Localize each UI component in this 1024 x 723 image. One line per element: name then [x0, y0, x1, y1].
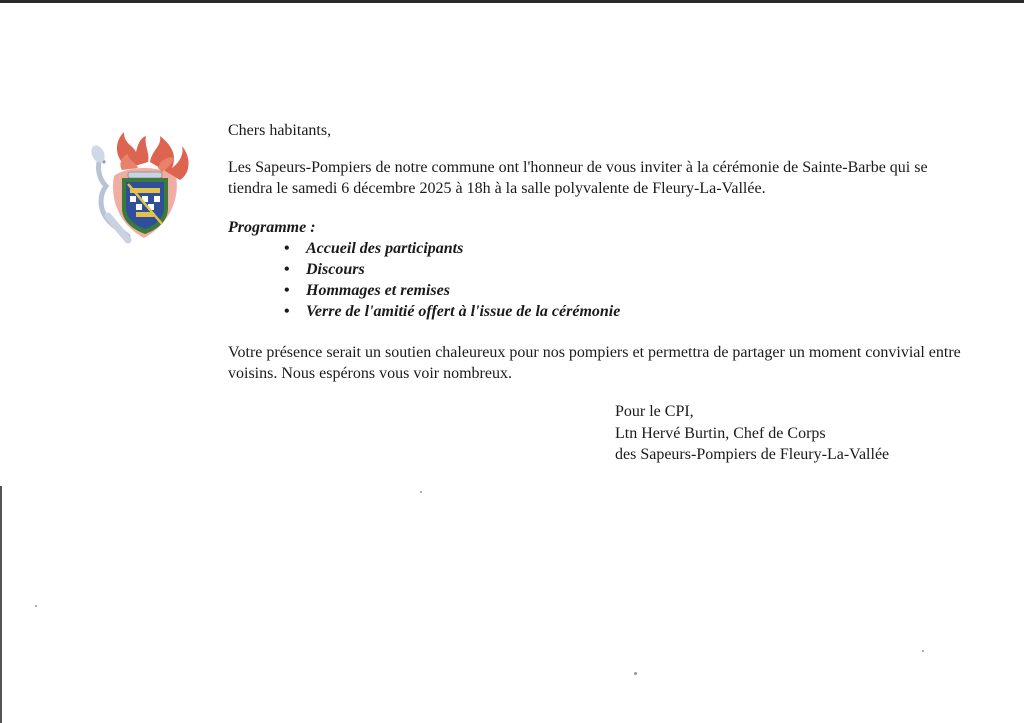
signature-line: Pour le CPI, — [615, 403, 694, 420]
greeting: Chers habitants, — [228, 122, 332, 139]
bullet-icon: • — [284, 261, 290, 278]
programme-list — [228, 238, 968, 322]
programme-item: • Discours — [284, 261, 365, 278]
left-scan-edge — [0, 486, 2, 723]
programme-title: Programme : — [228, 219, 316, 236]
bullet-icon: • — [284, 282, 290, 299]
signature-line: des Sapeurs-Pompiers de Fleury-La-Vallée — [615, 446, 890, 463]
top-border-line — [0, 0, 1024, 3]
programme-item: • Hommages et remises — [284, 282, 450, 299]
scan-speck — [634, 672, 637, 675]
scan-speck — [420, 491, 422, 493]
programme-item: • Verre de l'amitié offert à l'issue de la cérémonie — [284, 303, 621, 320]
bullet-icon: • — [284, 303, 290, 320]
invitation-paragraph: Les Sapeurs-Pompiers de notre commune ont l'honneur de vous inviter à la cérémonie de Sainte-Barbe qui se tiendra le samedi 6 décembre 2025 à 18h à la salle polyvalente de Fleury-La-Vallée. — [228, 159, 928, 197]
programme-item: • Accueil des participants — [284, 240, 464, 257]
signature-line: Ltn Hervé Burtin, Chef de Corps — [615, 424, 826, 442]
letter-body — [228, 120, 968, 384]
firefighter-crest-icon — [88, 128, 200, 246]
scan-speck — [922, 650, 924, 652]
scan-speck — [35, 605, 37, 607]
bullet-icon: • — [284, 240, 290, 257]
closing-paragraph: Votre présence serait un soutien chaleureux pour nos pompiers et permettra de partager un moment convivial entre voisins. Nous espérons vous voir nombreux. — [228, 344, 961, 382]
signature-block — [615, 401, 889, 466]
